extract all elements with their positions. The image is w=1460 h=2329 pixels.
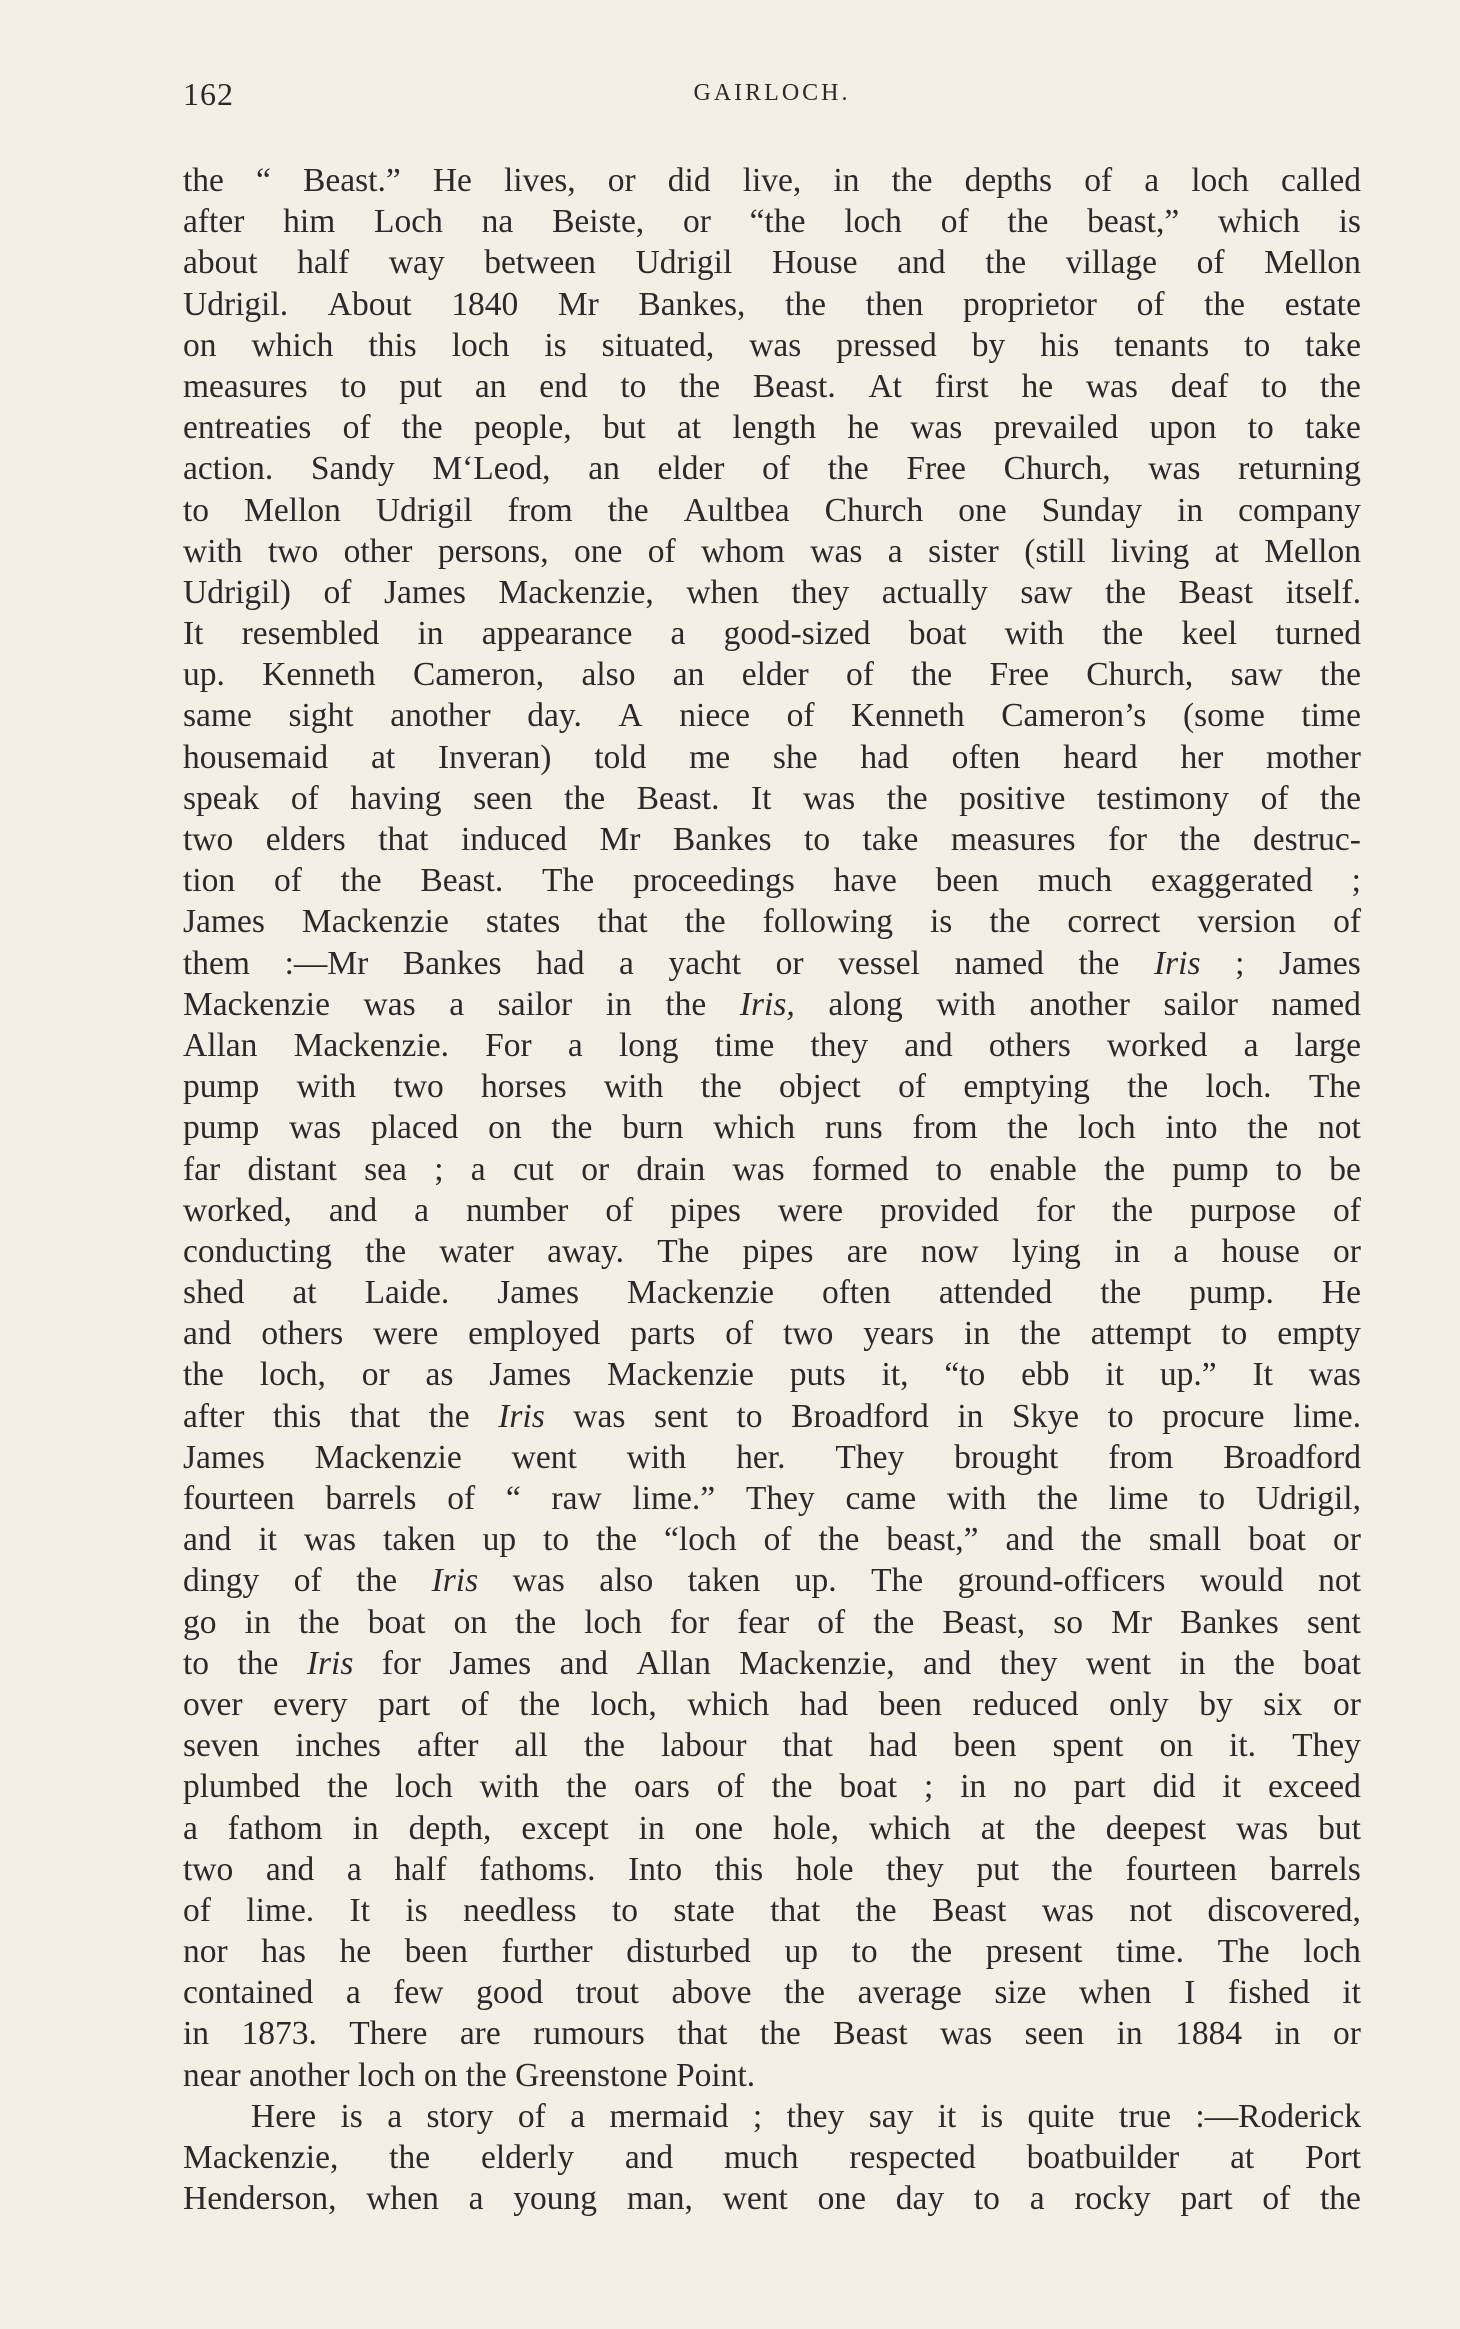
text-line: plumbed the loch with the oars of the boat ; in no part did it exceed xyxy=(183,1768,1361,1806)
text-line: two and a half fathoms. Into this hole they put the fourteen barrels xyxy=(183,1850,1361,1888)
text-line: near another loch on the Greenstone Point. xyxy=(183,2056,756,2094)
text-line: shed at Laide. James Mackenzie often attended the pump. He xyxy=(183,1274,1361,1312)
text-line: on which this loch is situated, was pressed by his tenants to take xyxy=(183,326,1361,364)
text-line: seven inches after all the labour that had been spent on it. They xyxy=(183,1727,1361,1765)
text-line: tion of the Beast. The proceedings have been much exaggerated ; xyxy=(183,862,1361,900)
text-line: Allan Mackenzie. For a long time they and others worked a large xyxy=(183,1026,1361,1064)
text-line: Udrigil) of James Mackenzie, when they actually saw the Beast itself. xyxy=(183,573,1361,611)
text-line: entreaties of the people, but at length he was prevailed upon to take xyxy=(183,409,1361,447)
text-line: the “ Beast.” He lives, or did live, in the depths of a loch called xyxy=(183,162,1361,199)
body-text xyxy=(183,160,1361,2219)
text-line: nor has he been further disturbed up to the present time. The loch xyxy=(183,1933,1361,1971)
text-line: dingy of the Iris was also taken up. The ground-officers would not xyxy=(183,1562,1361,1600)
text-line: James Mackenzie states that the following is the correct version of xyxy=(183,903,1361,941)
text-line: them :—Mr Bankes had a yacht or vessel named the Iris ; James xyxy=(183,944,1361,982)
text-line: pump was placed on the burn which runs from the loch into the not xyxy=(183,1109,1361,1147)
page-number: 162 xyxy=(183,76,234,112)
text-line: speak of having seen the Beast. It was the positive testimony of the xyxy=(183,779,1361,817)
text-line: to the Iris for James and Allan Mackenzie, and they went in the boat xyxy=(183,1644,1361,1682)
text-line: Mackenzie, the elderly and much respected boatbuilder at Port xyxy=(183,2139,1361,2176)
text-line: go in the boat on the loch for fear of the Beast, so Mr Bankes sent xyxy=(183,1603,1361,1641)
text-line: after him Loch na Beiste, or “the loch of the beast,” which is xyxy=(183,203,1361,241)
text-line: same sight another day. A niece of Kenneth Cameron’s (some time xyxy=(183,697,1361,735)
running-title: GAIRLOCH. xyxy=(693,80,851,106)
text-line: up. Kenneth Cameron, also an elder of the Free Church, saw the xyxy=(183,656,1361,694)
text-line: with two other persons, one of whom was a sister (still living at Mellon xyxy=(183,532,1361,570)
page-header xyxy=(183,76,1361,116)
text-line: measures to put an end to the Beast. At first he was deaf to the xyxy=(183,367,1361,405)
text-line: fourteen barrels of “ raw lime.” They came with the lime to Udrigil, xyxy=(183,1480,1361,1517)
text-line: action. Sandy M‘Leod, an elder of the Free Church, was returning xyxy=(183,450,1361,488)
text-line: and others were employed parts of two years in the attempt to empty xyxy=(183,1315,1361,1353)
text-line: about half way between Udrigil House and the village of Mellon xyxy=(183,244,1361,282)
text-line: Henderson, when a young man, went one day to a rocky part of the xyxy=(183,2180,1361,2218)
text-line: It resembled in appearance a good-sized boat with the keel turned xyxy=(183,615,1361,653)
text-line: Mackenzie was a sailor in the Iris, along with another sailor named xyxy=(183,985,1361,1023)
text-line: far distant sea ; a cut or drain was formed to enable the pump to be xyxy=(183,1150,1361,1188)
text-line: Here is a story of a mermaid ; they say it is quite true :—Roderick xyxy=(251,2097,1361,2135)
text-line: pump with two horses with the object of emptying the loch. The xyxy=(183,1068,1361,1106)
text-line: a fathom in depth, except in one hole, which at the deepest was but xyxy=(183,1809,1361,1847)
text-line: contained a few good trout above the average size when I fished it xyxy=(183,1974,1361,2012)
text-line: after this that the Iris was sent to Broadford in Skye to procure lime. xyxy=(183,1397,1361,1435)
text-line: of lime. It is needless to state that the Beast was not discovered, xyxy=(183,1891,1361,1929)
text-line: to Mellon Udrigil from the Aultbea Church one Sunday in company xyxy=(183,491,1361,529)
text-line: conducting the water away. The pipes are now lying in a house or xyxy=(183,1232,1361,1270)
text-line: two elders that induced Mr Bankes to take measures for the destruc- xyxy=(183,821,1361,858)
text-line: and it was taken up to the “loch of the beast,” and the small boat or xyxy=(183,1521,1361,1559)
text-line: James Mackenzie went with her. They brought from Broadford xyxy=(183,1438,1361,1476)
text-line: worked, and a number of pipes were provided for the purpose of xyxy=(183,1191,1361,1229)
text-line: Udrigil. About 1840 Mr Bankes, the then proprietor of the estate xyxy=(183,285,1361,323)
text-line: over every part of the loch, which had been reduced only by six or xyxy=(183,1685,1361,1723)
text-line: in 1873. There are rumours that the Beast was seen in 1884 in or xyxy=(183,2015,1361,2053)
text-line: the loch, or as James Mackenzie puts it, “to ebb it up.” It was xyxy=(183,1356,1361,1394)
text-line: housemaid at Inveran) told me she had often heard her mother xyxy=(183,738,1361,776)
